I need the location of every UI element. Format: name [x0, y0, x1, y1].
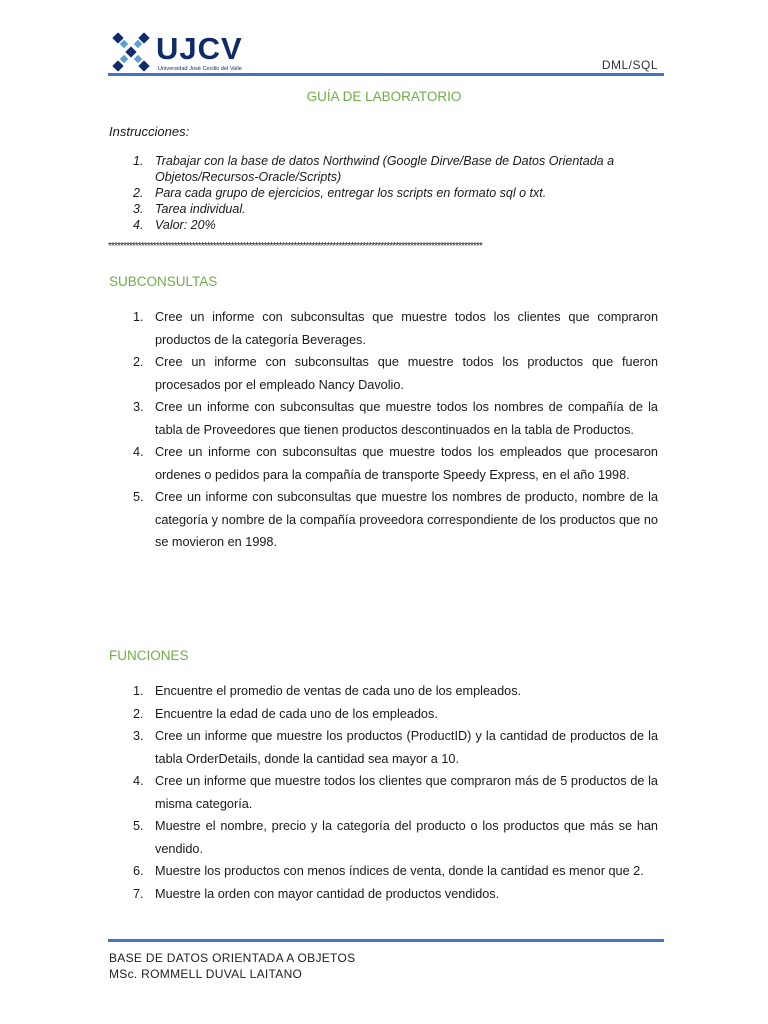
item-number: 3.	[133, 202, 144, 216]
subconsultas-list	[109, 306, 658, 554]
item-number: 5.	[133, 819, 144, 833]
item-text: Tarea individual.	[155, 202, 246, 216]
item-number: 5.	[133, 490, 144, 504]
item-text: Encuentre el promedio de ventas de cada uno de los empleados.	[155, 684, 522, 698]
item-text: Cree un informe que muestre todos los clientes que compraron más de 5 productos de la misma categoría.	[155, 774, 658, 811]
funciones-list	[109, 680, 658, 905]
item-number: 1.	[133, 154, 144, 168]
subconsultas-heading: SUBCONSULTAS	[109, 274, 218, 289]
header-label: DML/SQL	[601, 58, 658, 72]
list-item	[109, 396, 658, 441]
list-item	[109, 815, 658, 860]
footer-course: BASE DE DATOS ORIENTADA A OBJETOS	[109, 951, 356, 965]
item-number: 3.	[133, 400, 144, 414]
item-text: Trabajar con la base de datos Northwind (Google Dirve/Base de Datos Orientada a Objetos/Recursos-Oracle/Scripts)	[155, 154, 615, 184]
item-number: 4.	[133, 218, 144, 232]
item-text: Cree un informe con subconsultas que muestre todos los empleados que procesaron ordenes o pedidos para la compañía de transporte Speedy Express, en el año 1998.	[155, 445, 658, 482]
item-number: 1.	[133, 310, 144, 324]
instructions-heading: Instrucciones:	[109, 124, 190, 139]
item-number: 1.	[133, 684, 144, 698]
footer-divider	[108, 939, 664, 942]
item-text: Cree un informe que muestre los productos (ProductID) y la cantidad de productos de la tabla OrderDetails, donde la cantidad sea mayor a 10.	[155, 729, 658, 766]
list-item	[109, 153, 661, 185]
list-item	[109, 770, 658, 815]
item-text: Muestre el nombre, precio y la categoría del producto o los productos que más se han vendido.	[155, 819, 658, 856]
item-text: Cree un informe con subconsultas que muestre todos los productos que fueron procesados por el empleado Nancy Davolio.	[155, 355, 658, 392]
item-text: Cree un informe con subconsultas que muestre todos los clientes que compraron productos de la categoría Beverages.	[155, 310, 658, 347]
footer-instructor: MSc. ROMMELL DUVAL LAITANO	[109, 966, 303, 981]
item-text: Cree un informe con subconsultas que muestre todos los nombres de compañía de la tabla de Proveedores que tienen productos descontinuados en la tabla de Productos.	[155, 400, 658, 437]
page-title: GUÍA DE LABORATORIO	[306, 89, 462, 104]
university-logo	[112, 30, 262, 78]
logo-subtitle: Universidad José Cecilio del Valle	[158, 66, 242, 72]
list-item	[109, 441, 658, 486]
item-text: Muestre la orden con mayor cantidad de productos vendidos.	[155, 886, 500, 901]
instructions-list	[109, 153, 661, 233]
item-text: Encuentre la edad de cada uno de los empleados.	[155, 706, 438, 721]
item-number: 2.	[133, 186, 144, 200]
logo-wordmark: UJCV	[156, 31, 243, 66]
list-item	[109, 185, 661, 201]
list-item	[109, 486, 658, 554]
list-item	[109, 725, 658, 770]
item-number: 2.	[133, 706, 144, 721]
list-item	[109, 883, 658, 906]
item-text: Cree un informe con subconsultas que muestre los nombres de producto, nombre de la categoría y nombre de la compañía proveedora correspondiente de los productos que no se movieron en 1998.	[155, 490, 658, 549]
item-number: 4.	[133, 774, 144, 788]
item-number: 2.	[133, 355, 144, 369]
list-item	[109, 217, 661, 233]
list-item	[109, 860, 658, 883]
list-item	[109, 680, 658, 703]
header-divider	[108, 73, 664, 76]
item-number: 3.	[133, 729, 144, 743]
item-number: 6.	[133, 864, 144, 878]
list-item	[109, 306, 658, 351]
asterisk-separator: *****************************************************************************************************************************	[108, 241, 482, 252]
list-item	[109, 703, 658, 726]
item-text: Muestre los productos con menos índices de venta, donde la cantidad es menor que 2.	[155, 864, 644, 878]
ujcv-logo-icon	[112, 30, 152, 76]
item-text: Valor: 20%	[155, 218, 216, 232]
item-text: Para cada grupo de ejercicios, entregar los scripts en formato sql o txt.	[155, 186, 547, 200]
item-number: 4.	[133, 445, 144, 459]
list-item	[109, 201, 661, 217]
item-number: 7.	[133, 886, 144, 901]
page-footer	[109, 951, 355, 982]
list-item	[109, 351, 658, 396]
funciones-heading: FUNCIONES	[109, 648, 189, 663]
